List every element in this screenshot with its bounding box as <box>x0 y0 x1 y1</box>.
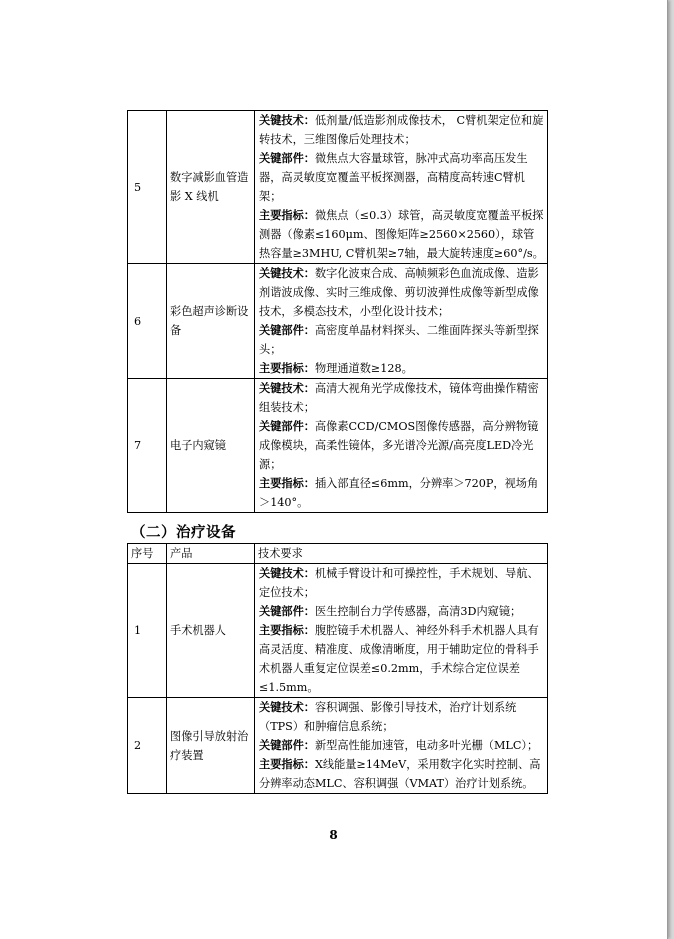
main-index-label: 主要指标： <box>259 361 315 375</box>
key-tech-label: 关键技术： <box>259 566 315 580</box>
product-name: 手术机器人 <box>167 564 255 698</box>
row-number: 1 <box>128 564 167 698</box>
treatment-equipment-table <box>127 543 548 794</box>
row-number: 2 <box>128 698 167 794</box>
key-parts-label: 关键部件： <box>259 604 315 618</box>
product-name: 图像引导放射治疗装置 <box>167 698 255 794</box>
key-parts-label: 关键部件： <box>259 738 315 752</box>
key-tech-label: 关键技术： <box>259 266 315 280</box>
tech-requirements <box>255 111 548 264</box>
main-index-text: X线能量≥14MeV，采用数字化实时控制、高分辨率动态MLC、容积调强（VMAT）治疗计划系统。 <box>259 758 541 790</box>
main-index-label: 主要指标： <box>259 623 315 637</box>
key-parts-text: 医生控制台力学传感器，高清3D内窥镜； <box>314 605 522 618</box>
main-index-label: 主要指标： <box>259 208 315 222</box>
key-tech-label: 关键技术： <box>259 113 315 127</box>
key-parts-label: 关键部件： <box>259 323 315 337</box>
key-parts-label: 关键部件： <box>259 419 315 433</box>
tech-requirements <box>255 698 548 794</box>
imaging-equipment-table <box>127 110 548 513</box>
table-row <box>128 698 548 794</box>
product-name: 电子内窥镜 <box>167 379 255 513</box>
key-tech-text: 数字化波束合成、高帧频彩色血流成像、造影剂谐波成像、实时三维成像、剪切波弹性成像等新型成像技术，多模态技术，小型化设计技术； <box>259 267 539 318</box>
table-row <box>128 264 548 379</box>
header-requirements: 技术要求 <box>255 544 548 564</box>
tech-requirements <box>255 564 548 698</box>
key-parts-text: 微焦点大容量球管，脉冲式高功率高压发生器，高灵敏度宽覆盖平板探测器，高精度高转速C臂机架； <box>259 152 528 203</box>
table-row <box>128 564 548 698</box>
tech-requirements <box>255 264 548 379</box>
main-index-text: 腹腔镜手术机器人、神经外科手术机器人具有高灵活度、精准度、成像清晰度，用于辅助定位的骨科手术机器人重复定位误差≤0.2mm，手术综合定位误差≤1.5mm。 <box>259 624 539 694</box>
row-number: 6 <box>128 264 167 379</box>
key-tech-label: 关键技术： <box>259 700 315 714</box>
product-name: 数字减影血管造影 X 线机 <box>167 111 255 264</box>
key-tech-text: 机械手臂设计和可操控性，手术规划、导航、定位技术； <box>259 567 539 599</box>
key-tech-text: 高清大视角光学成像技术，镜体弯曲操作精密组装技术； <box>259 382 539 414</box>
key-tech-text: 容积调强、影像引导技术，治疗计划系统（TPS）和肿瘤信息系统； <box>259 701 517 733</box>
key-tech-label: 关键技术： <box>259 381 315 395</box>
page-number: 8 <box>329 828 338 842</box>
key-parts-text: 新型高性能加速管，电动多叶光栅（MLC）； <box>314 739 539 752</box>
table-row <box>128 111 548 264</box>
main-index-text: 微焦点（≤0.3）球管，高灵敏度宽覆盖平板探测器（像素≤160μm、图像矩阵≥2560×2560），球管热容量≥3MHU, C臂机架≥7轴，最大旋转速度≥60°/s。 <box>259 209 544 260</box>
main-index-label: 主要指标： <box>259 757 315 771</box>
key-parts-text: 高像素CCD/CMOS图像传感器，高分辨物镜成像模块，高柔性镜体，多光谱冷光源/高亮度LED冷光源； <box>259 420 539 471</box>
key-tech-text: 低剂量/低造影剂成像技术， C臂机架定位和旋转技术，三维图像后处理技术； <box>259 114 544 146</box>
key-parts-text: 高密度单晶材料探头、二维面阵探头等新型探头； <box>259 324 539 356</box>
row-number: 7 <box>128 379 167 513</box>
section-title: （二）治疗设备 <box>131 524 236 541</box>
table-row <box>128 379 548 513</box>
main-index-label: 主要指标： <box>259 476 315 490</box>
main-index-text: 物理通道数≥128。 <box>314 362 413 375</box>
header-product: 产品 <box>167 544 255 564</box>
key-parts-label: 关键部件： <box>259 151 315 165</box>
tech-requirements <box>255 379 548 513</box>
header-number: 序号 <box>128 544 167 564</box>
row-number: 5 <box>128 111 167 264</box>
table-header-row <box>128 544 548 564</box>
main-index-text: 插入部直径≤6mm，分辨率＞720P，视场角＞140°。 <box>259 477 539 509</box>
product-name: 彩色超声诊断设备 <box>167 264 255 379</box>
